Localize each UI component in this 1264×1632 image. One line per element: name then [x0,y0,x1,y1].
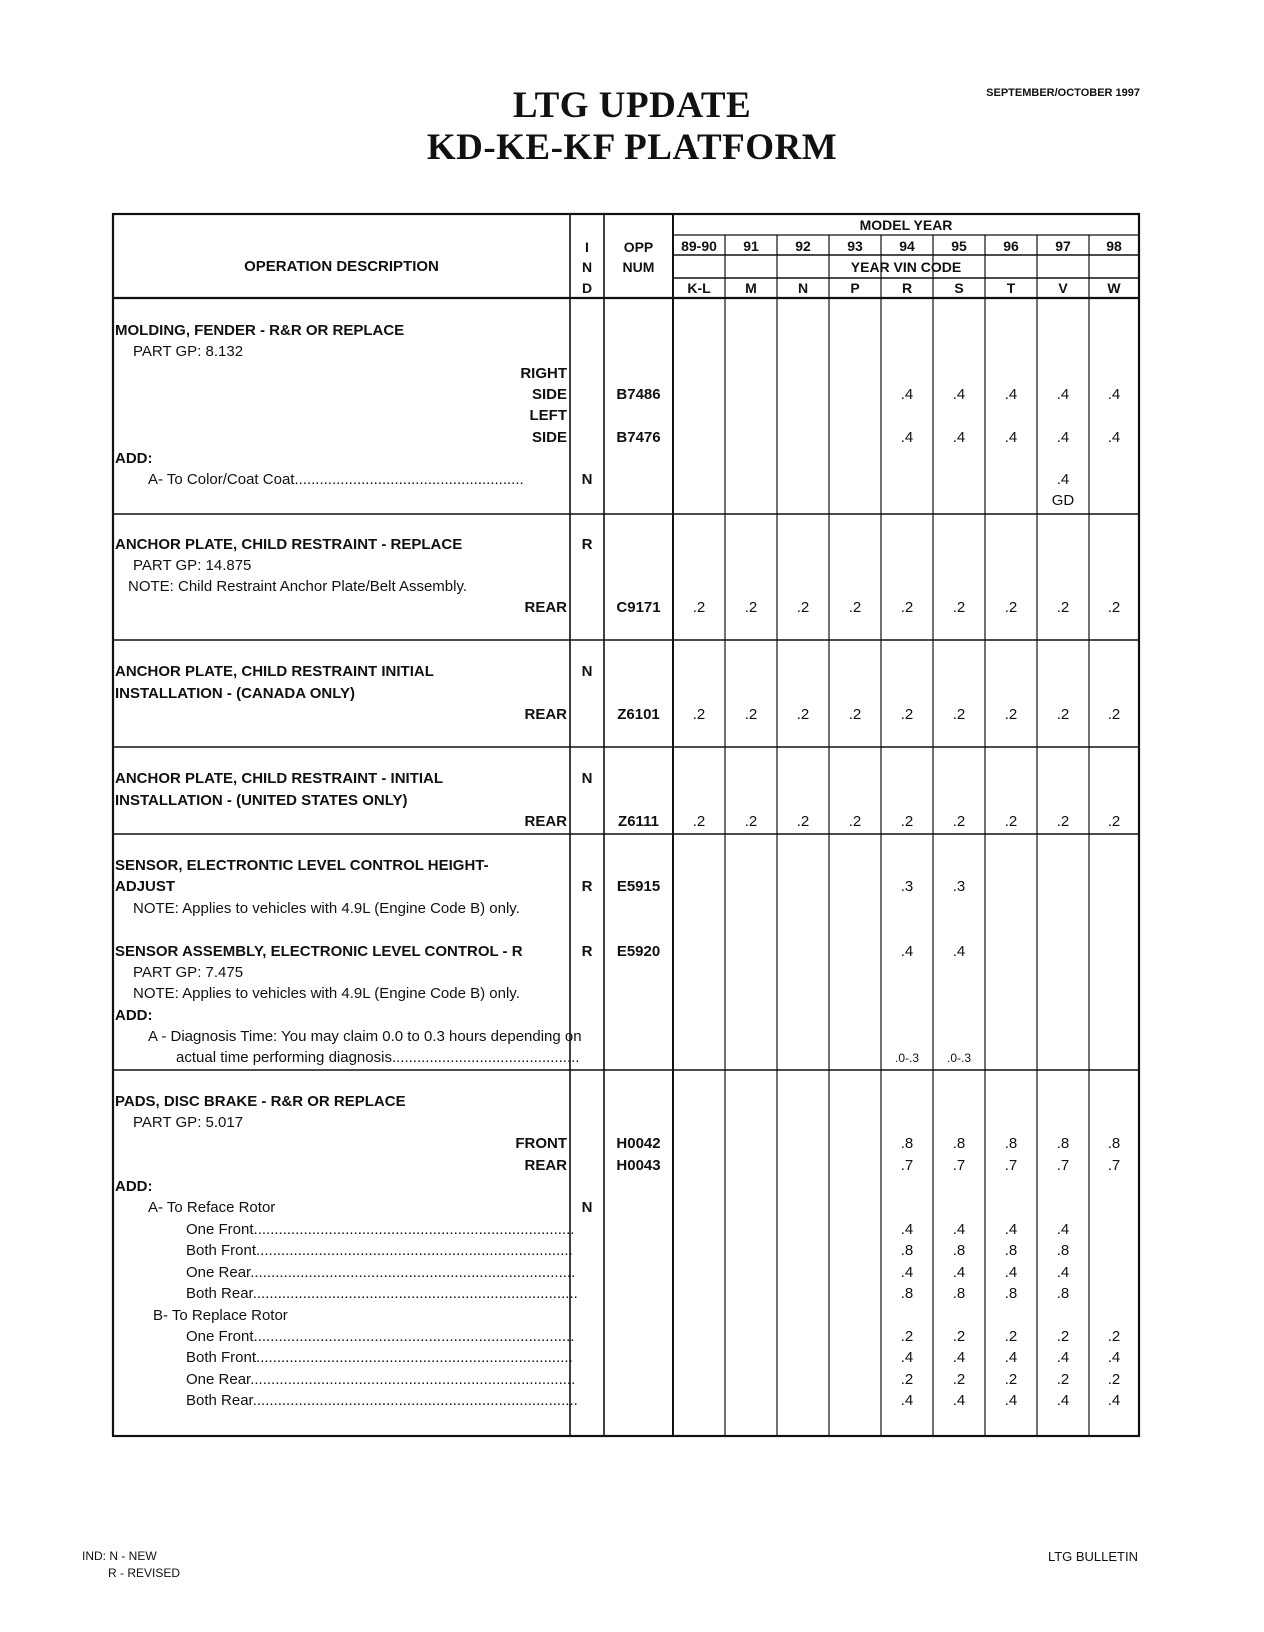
time-cell: .8 [1056,1285,1070,1302]
sub-item-label: Both Rear.............................................................................. [186,1285,578,1302]
add-label: ADD: [115,1007,153,1024]
vin-code-cell: T [1006,280,1016,296]
time-cell: .2 [952,813,966,830]
year-cell: 92 [795,238,811,254]
time-cell: .2 [796,706,810,723]
header-opp: OPP [623,239,654,255]
time-cell: .7 [1056,1157,1070,1174]
part-group: PART GP: 5.017 [133,1114,244,1131]
side-label: REAR [524,1157,567,1174]
time-cell: .2 [744,706,758,723]
time-cell: .2 [744,813,758,830]
part-group: PART GP: 7.475 [133,964,244,981]
time-cell: .4 [1056,1392,1070,1409]
time-cell: .4 [952,943,966,960]
ind-cell: R [581,878,593,895]
opp-cell: E5920 [616,943,661,960]
time-cell: .2 [900,1371,914,1388]
ind-cell: R [581,943,593,960]
time-cell: .8 [900,1242,914,1259]
bulletin-label: LTG BULLETIN [1047,1549,1138,1564]
sub-item-label: One Rear.............................................................................. [186,1264,576,1281]
time-cell: .2 [952,706,966,723]
op-title: MOLDING, FENDER - R&R OR REPLACE [115,322,405,339]
time-cell: .4 [1004,1349,1018,1366]
time-cell: .8 [1107,1135,1121,1152]
sub-item-label: One Front............................................................................. [186,1328,575,1345]
op-title: ANCHOR PLATE, CHILD RESTRAINT - INITIAL [115,770,444,787]
opp-cell: Z6101 [617,706,660,723]
time-cell: .4 [900,386,914,403]
time-cell: .4 [900,429,914,446]
part-group: PART GP: 14.875 [133,557,252,574]
time-cell: .4 [900,943,914,960]
time-cell: .8 [1004,1135,1018,1152]
time-cell: .2 [1056,1371,1070,1388]
time-cell: .2 [1004,706,1018,723]
time-cell: .4 [1004,429,1018,446]
year-cell: 98 [1106,238,1122,254]
time-cell: .8 [1056,1242,1070,1259]
op-title: SENSOR ASSEMBLY, ELECTRONIC LEVEL CONTROL - R [115,943,523,960]
time-cell: .8 [900,1135,914,1152]
time-cell: .4 [900,1392,914,1409]
ind-cell: N [581,471,593,488]
time-cell: .2 [1004,813,1018,830]
op-note: NOTE: Child Restraint Anchor Plate/Belt Assembly. [128,578,468,595]
vin-code-cell: M [745,280,757,296]
time-cell: .8 [952,1285,966,1302]
op-title: ADJUST [115,878,176,895]
time-cell: .2 [1056,813,1070,830]
time-cell-note: GD [1051,492,1075,509]
time-cell: .2 [952,1371,966,1388]
time-cell: .8 [1056,1135,1070,1152]
time-cell: .2 [1056,706,1070,723]
side-label: LEFT [529,407,567,424]
op-title: ANCHOR PLATE, CHILD RESTRAINT INITIAL [115,663,434,680]
time-cell: .4 [1004,1392,1018,1409]
time-cell: .2 [848,813,862,830]
opp-cell: Z6111 [618,813,659,830]
side-label: REAR [524,599,567,616]
opp-cell: C9171 [616,599,661,616]
time-cell: .4 [1004,386,1018,403]
part-group: PART GP: 8.132 [133,343,244,360]
time-cell: .2 [1056,1328,1070,1345]
opp-cell: B7476 [616,429,661,446]
time-cell: .2 [1004,1371,1018,1388]
op-title: PADS, DISC BRAKE - R&R OR REPLACE [115,1093,406,1110]
time-cell: .2 [1107,706,1121,723]
vin-code-cell: V [1058,280,1068,296]
time-cell: .8 [1004,1242,1018,1259]
time-cell: .2 [796,813,810,830]
time-cell: .2 [848,706,862,723]
time-cell: .2 [952,599,966,616]
year-cell: 91 [743,238,759,254]
time-cell: .3 [952,878,966,895]
add-label: ADD: [115,450,153,467]
opp-cell: E5915 [616,878,661,895]
page-title: LTG UPDATE [512,85,752,126]
time-cell: .4 [1107,1349,1121,1366]
vin-code-cell: N [797,280,809,296]
time-cell: .2 [796,599,810,616]
ind-cell: N [581,770,593,787]
time-cell: .4 [1056,1221,1070,1238]
time-cell: .4 [900,1221,914,1238]
time-cell: .4 [1056,386,1070,403]
year-cell: 94 [899,238,915,254]
time-cell: .2 [692,706,706,723]
time-cell: .2 [848,599,862,616]
time-cell: .2 [1107,1328,1121,1345]
time-cell: .4 [1107,429,1121,446]
time-cell: .4 [1107,386,1121,403]
header-model-year: MODEL YEAR [859,217,953,233]
time-cell: .0-.3 [946,1051,971,1065]
vin-code-cell: P [850,280,860,296]
add-item: A- To Reface Rotor [148,1199,276,1216]
side-label: SIDE [531,386,567,403]
time-cell: .4 [1056,429,1070,446]
time-cell: .4 [900,1264,914,1281]
sub-item-label: Both Front............................................................................ [186,1349,573,1366]
vin-code-cell: R [901,280,913,296]
time-cell: .4 [952,1221,966,1238]
header-num: NUM [622,259,655,275]
op-title: INSTALLATION - (UNITED STATES ONLY) [115,792,408,809]
opp-cell: H0043 [616,1157,661,1174]
time-cell: .3 [900,878,914,895]
time-cell: .2 [900,706,914,723]
time-cell: .2 [952,1328,966,1345]
header-operation-description: OPERATION DESCRIPTION [244,258,439,275]
side-label: FRONT [515,1135,567,1152]
time-cell: .7 [900,1157,914,1174]
time-cell: .2 [1107,1371,1121,1388]
time-cell: .8 [1004,1285,1018,1302]
header-ind-i: I [585,239,589,255]
time-cell: .4 [1004,1221,1018,1238]
time-cell: .2 [692,599,706,616]
side-label: SIDE [531,429,567,446]
side-label: REAR [524,813,567,830]
time-cell: .8 [900,1285,914,1302]
ind-cell: N [581,663,593,680]
ind-legend-new: IND: N - NEW [82,1549,157,1563]
vin-code-cell: K-L [687,280,711,296]
time-cell: .4 [1107,1392,1121,1409]
time-cell: .4 [952,1349,966,1366]
vin-code-cell: S [954,280,964,296]
side-label: RIGHT [520,365,567,382]
op-title: SENSOR, ELECTRONTIC LEVEL CONTROL HEIGHT- [115,857,489,874]
time-cell: .0-.3 [894,1051,919,1065]
time-cell: .8 [952,1242,966,1259]
year-cell: 93 [847,238,863,254]
sub-item-label: Both Front............................................................................ [186,1242,573,1259]
bulletin-date: SEPTEMBER/OCTOBER 1997 [986,87,1140,99]
time-cell: .7 [1004,1157,1018,1174]
year-cell: 95 [951,238,967,254]
time-cell: .4 [1004,1264,1018,1281]
time-cell: .2 [900,813,914,830]
time-cell: .2 [1004,599,1018,616]
sub-item-label: One Front............................................................................. [186,1221,575,1238]
vin-code-cell: W [1107,280,1121,296]
time-cell: .2 [1107,599,1121,616]
year-cell: 97 [1055,238,1071,254]
time-cell: .4 [952,1264,966,1281]
ind-legend-revised: R - REVISED [108,1566,181,1580]
add-item: A - Diagnosis Time: You may claim 0.0 to 0.3 hours depending on [148,1028,582,1045]
add-item: actual time performing diagnosis............................................. [176,1049,580,1066]
time-cell: .4 [952,386,966,403]
page-subtitle: KD-KE-KF PLATFORM [426,127,838,168]
time-cell: .2 [900,599,914,616]
year-cell: 89-90 [681,238,717,254]
op-note: NOTE: Applies to vehicles with 4.9L (Engine Code B) only. [133,985,520,1002]
side-label: REAR [524,706,567,723]
opp-cell: B7486 [616,386,661,403]
time-cell: .8 [952,1135,966,1152]
ind-cell: R [581,536,593,553]
time-cell: .7 [952,1157,966,1174]
header-ind-n: N [581,259,593,275]
time-cell: .2 [1107,813,1121,830]
add-item: B- To Replace Rotor [153,1307,288,1324]
op-note: NOTE: Applies to vehicles with 4.9L (Engine Code B) only. [133,900,520,917]
time-cell: .7 [1107,1157,1121,1174]
year-cell: 96 [1003,238,1019,254]
add-label: ADD: [115,1178,153,1195]
time-cell: .2 [1056,599,1070,616]
time-cell: .4 [1056,1349,1070,1366]
time-cell: .2 [692,813,706,830]
sub-item-label: Both Rear.............................................................................. [186,1392,578,1409]
op-title: ANCHOR PLATE, CHILD RESTRAINT - REPLACE [115,536,463,553]
time-cell: .2 [744,599,758,616]
ind-cell: N [581,1199,593,1216]
sub-item-label: One Rear.............................................................................. [186,1371,576,1388]
header-vin-code: YEAR VIN CODE [850,259,962,275]
time-cell: .2 [1004,1328,1018,1345]
time-cell: .4 [900,1349,914,1366]
add-item: A- To Color/Coat Coat....................................................... [148,471,524,488]
time-cell: .4 [1056,471,1070,488]
time-cell: .4 [1056,1264,1070,1281]
time-cell: .4 [952,1392,966,1409]
opp-cell: H0042 [616,1135,661,1152]
time-cell: .2 [900,1328,914,1345]
time-cell: .4 [952,429,966,446]
op-title: INSTALLATION - (CANADA ONLY) [115,685,355,702]
header-ind-d: D [581,280,593,296]
